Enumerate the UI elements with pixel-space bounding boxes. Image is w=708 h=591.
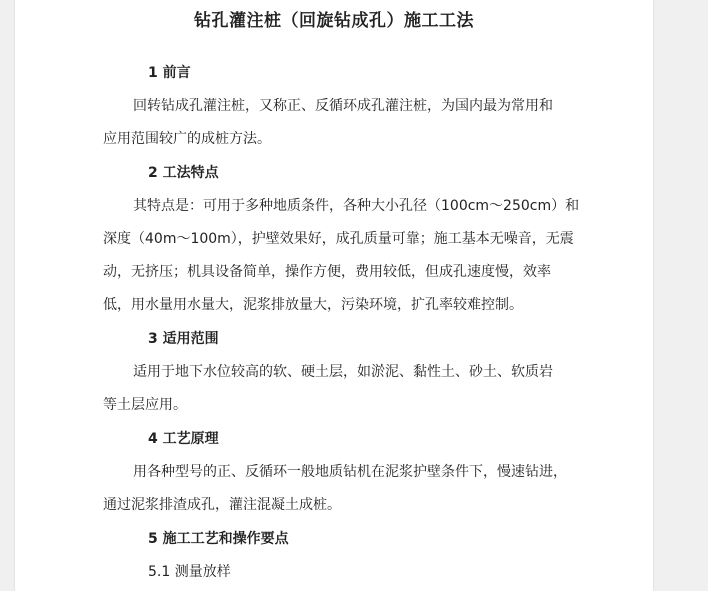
paragraph-line: 通过泥浆排渣成孔，灌注混凝土成桩。 — [103, 497, 341, 513]
paragraph-line: 应用范围较广的成桩方法。 — [103, 131, 271, 147]
paragraph-line: 等土层应用。 — [103, 397, 187, 413]
subsection-heading: 5.1 测量放样 — [148, 564, 231, 580]
document-title: 钻孔灌注桩（回旋钻成孔）施工工法 — [194, 11, 474, 31]
section-heading-2: 2 工法特点 — [148, 165, 219, 181]
paragraph-line: 其特点是：可用于多种地质条件，各种大小孔径（100cm～250cm）和 — [133, 198, 580, 214]
paragraph-line: 用各种型号的正、反循环一般地质钻机在泥浆护壁条件下，慢速钻进， — [133, 464, 567, 480]
section-heading-3: 3 适用范围 — [148, 331, 219, 347]
document-page — [15, 0, 653, 591]
section-heading-5: 5 施工工艺和操作要点 — [148, 531, 289, 547]
paragraph-line: 适用于地下水位较高的软、硬土层，如淤泥、黏性土、砂土、软质岩 — [133, 364, 553, 380]
paragraph-line: 低，用水量用水量大，泥浆排放量大，污染环境，扩孔率较难控制。 — [103, 297, 523, 313]
paragraph-line: 回转钻成孔灌注桩，又称正、反循环成孔灌注桩，为国内最为常用和 — [133, 98, 553, 114]
paragraph-line: 动，无挤压；机具设备简单，操作方便，费用较低，但成孔速度慢，效率 — [103, 264, 551, 280]
section-heading-1: 1 前言 — [148, 65, 191, 81]
section-heading-4: 4 工艺原理 — [148, 431, 219, 447]
paragraph-line: 深度（40m～100m），护壁效果好，成孔质量可靠；施工基本无噪音，无震 — [103, 231, 574, 247]
